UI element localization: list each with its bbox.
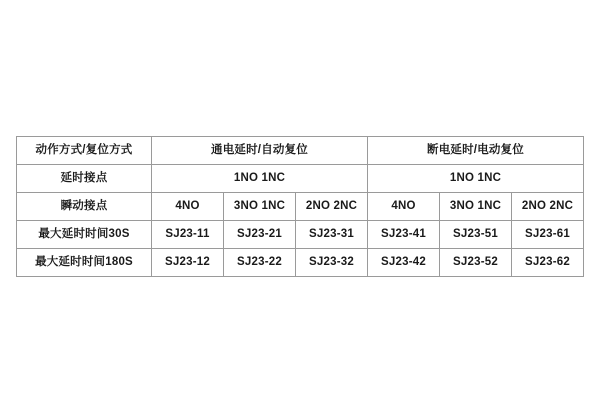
instant-contact-5: 3NO 1NC [440,193,512,221]
table-row [17,221,584,249]
instant-contact-6: 2NO 2NC [512,193,584,221]
model-30s-3: SJ23-31 [296,221,368,249]
instant-contact-1: 4NO [152,193,224,221]
spec-table-container [16,136,584,277]
row-header-instant-contact: 瞬动接点 [17,193,152,221]
model-30s-5: SJ23-51 [440,221,512,249]
delay-contact-right: 1NO 1NC [368,165,584,193]
instant-contact-3: 2NO 2NC [296,193,368,221]
model-180s-6: SJ23-62 [512,249,584,277]
model-30s-6: SJ23-61 [512,221,584,249]
model-30s-2: SJ23-21 [224,221,296,249]
instant-contact-4: 4NO [368,193,440,221]
model-180s-5: SJ23-52 [440,249,512,277]
table-row [17,249,584,277]
table-row [17,193,584,221]
group-header-power-on-delay: 通电延时/自动复位 [152,137,368,165]
model-30s-4: SJ23-41 [368,221,440,249]
model-180s-1: SJ23-12 [152,249,224,277]
relay-spec-table [16,136,584,277]
table-row [17,165,584,193]
model-180s-3: SJ23-32 [296,249,368,277]
table-row [17,137,584,165]
row-header-max-delay-30s: 最大延时时间30S [17,221,152,249]
row-header-delay-contact: 延时接点 [17,165,152,193]
row-header-action-reset-mode: 动作方式/复位方式 [17,137,152,165]
instant-contact-2: 3NO 1NC [224,193,296,221]
model-30s-1: SJ23-11 [152,221,224,249]
row-header-max-delay-180s: 最大延时时间180S [17,249,152,277]
model-180s-4: SJ23-42 [368,249,440,277]
delay-contact-left: 1NO 1NC [152,165,368,193]
model-180s-2: SJ23-22 [224,249,296,277]
group-header-power-off-delay: 断电延时/电动复位 [368,137,584,165]
